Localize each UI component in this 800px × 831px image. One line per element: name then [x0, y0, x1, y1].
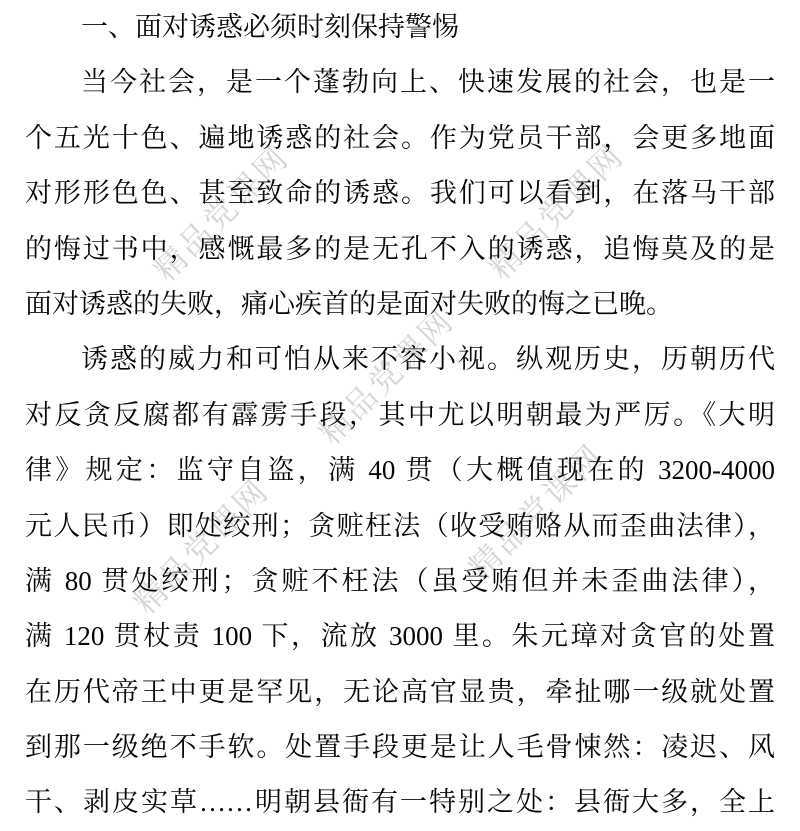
body-line-clipped: 干、剥皮实草……明朝县衙有一特别之处：县衙大多，全上	[25, 787, 775, 818]
body-line: 在历代帝王中更是罕见，无论高官显贵，牵扯哪一级就处置	[25, 676, 775, 707]
body-line: 诱惑的威力和可怕从来不容小视。纵观历史，历朝历代	[81, 344, 775, 375]
body-line: 满 120 贯杖责 100 下，流放 3000 里。朱元璋对贪官的处置	[25, 621, 775, 652]
watermark-text: 精品党课网	[481, 136, 632, 287]
document-body	[25, 0, 775, 831]
body-line: 当今社会，是一个蓬勃向上、快速发展的社会，也是一	[81, 67, 775, 98]
body-line: 对反贪反腐都有霹雳手段，其中尤以明朝最为严厉。《大明	[25, 399, 775, 430]
body-line: 满 80 贯处绞刑；贪赃不枉法（虽受贿但并未歪曲法律），	[25, 565, 775, 596]
watermark-text: 精品党课网	[311, 301, 462, 452]
body-line: 个五光十色、遍地诱惑的社会。作为党员干部，会更多地面	[25, 122, 775, 153]
watermark-text: 精品党课网	[461, 436, 612, 587]
body-line: 到那一级绝不手软。处置手段更是让人毛骨悚然：凌迟、风	[25, 732, 775, 763]
section-heading: 一、面对诱惑必须时刻保持警惕	[81, 12, 459, 42]
body-line: 元人民币）即处绞刑；贪赃枉法（收受贿赂从而歪曲法律），	[25, 510, 775, 541]
watermark-text: 精品党课网	[146, 138, 297, 289]
body-line: 面对诱惑的失败，痛心疾首的是面对失败的悔之已晚。	[25, 288, 673, 319]
body-line: 对形形色色、甚至致命的诱惑。我们可以看到，在落马干部	[25, 178, 775, 209]
body-line: 的悔过书中，感慨最多的是无孔不入的诱惑，追悔莫及的是	[25, 233, 775, 264]
watermark-text: 精品党课网	[126, 471, 277, 622]
body-line: 律》规定：监守自盗，满 40 贯（大概值现在的 3200-4000	[25, 455, 775, 486]
